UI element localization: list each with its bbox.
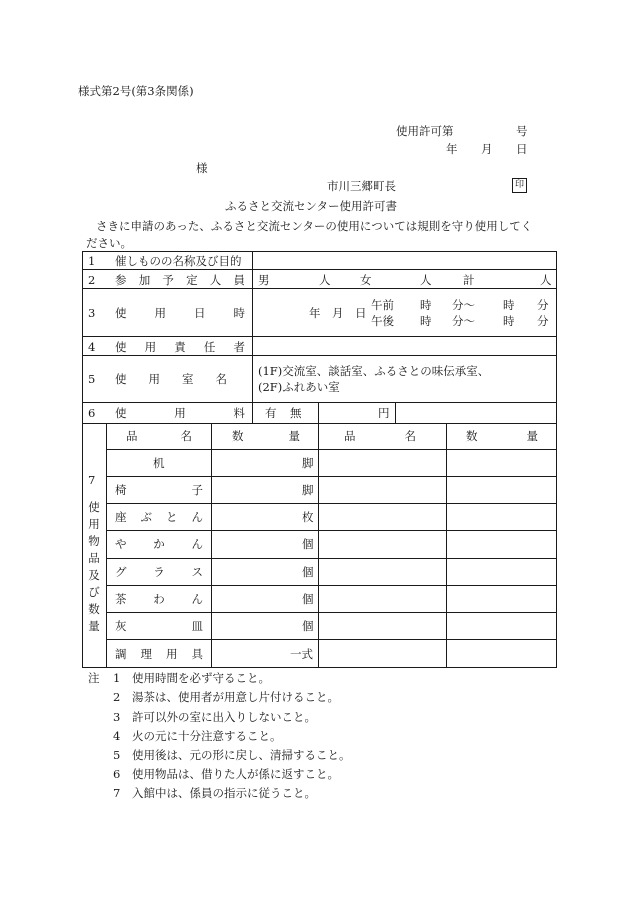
issuer-name: 市川三郷町長 bbox=[327, 179, 396, 193]
pm-label: 午後 bbox=[371, 314, 394, 328]
row4-label-char: 用 bbox=[144, 340, 157, 354]
qty-header-char: 数 bbox=[232, 429, 244, 443]
item-header-right bbox=[344, 429, 416, 443]
item-ashtray-unit: 個 bbox=[302, 619, 314, 633]
item-header-left bbox=[126, 429, 192, 443]
am-minute-from: 分〜 bbox=[452, 298, 475, 312]
row4-label-char: 者 bbox=[233, 340, 245, 354]
qty-header-left bbox=[232, 429, 300, 443]
row1-label: 催しものの名称及び目的 bbox=[115, 254, 242, 268]
row6-label-char: 料 bbox=[233, 406, 245, 420]
row7-label-char: 量 bbox=[88, 619, 100, 633]
row2-label-char: 参 bbox=[115, 273, 127, 287]
item-chair bbox=[115, 483, 203, 497]
note-item bbox=[113, 767, 339, 781]
item-cookware-char: 用 bbox=[166, 647, 178, 661]
row7-label-char: 使 bbox=[88, 500, 100, 514]
row6-label-char: 用 bbox=[174, 406, 186, 420]
item-kettle bbox=[115, 537, 203, 551]
item-glass-char: グ bbox=[115, 565, 127, 579]
addressee-suffix: 様 bbox=[196, 161, 208, 175]
fee-yes: 有 bbox=[265, 406, 277, 420]
qty-header-char: 数 bbox=[466, 429, 478, 443]
note-text: 火の元に十分注意すること。 bbox=[132, 729, 282, 743]
row3-label-char: 時 bbox=[233, 306, 245, 320]
date-year: 年 bbox=[446, 142, 458, 156]
item-cushion-char: 座 bbox=[115, 510, 127, 524]
item-header-char: 品 bbox=[126, 429, 138, 443]
row7-label-char: 品 bbox=[88, 551, 100, 565]
row2-label-char: 定 bbox=[186, 273, 198, 287]
rooms-line-2: (2F)ふれあい室 bbox=[258, 380, 340, 394]
note-item bbox=[113, 786, 316, 800]
pm-hour: 時 bbox=[420, 314, 432, 328]
item-cookware-char: 理 bbox=[140, 647, 152, 661]
row3-label-char: 日 bbox=[194, 306, 206, 320]
row4-label-char: 任 bbox=[203, 340, 216, 354]
row7-label-char: 及 bbox=[88, 568, 100, 582]
row2-label-char: 加 bbox=[138, 273, 151, 287]
row2-label-char: 員 bbox=[233, 273, 245, 287]
item-kettle-unit: 個 bbox=[302, 537, 314, 551]
total-label: 計 bbox=[463, 273, 475, 287]
pm-hour-to: 時 bbox=[503, 314, 515, 328]
date-month: 月 bbox=[481, 142, 493, 156]
note-number: 4 bbox=[113, 729, 121, 743]
row3-label bbox=[115, 306, 245, 320]
item-teacup-char: わ bbox=[153, 592, 165, 606]
row2-number: 2 bbox=[88, 273, 96, 287]
am-label: 午前 bbox=[371, 298, 394, 312]
row5-number: 5 bbox=[88, 372, 96, 386]
row5-label-char: 用 bbox=[148, 372, 160, 386]
item-glass-char: ス bbox=[191, 565, 203, 579]
row2-label-char: 予 bbox=[162, 273, 174, 287]
am-minute-to: 分 bbox=[537, 298, 549, 312]
item-cushion-char: と bbox=[166, 510, 178, 524]
item-teacup-char: 茶 bbox=[115, 592, 127, 606]
item-kettle-char: か bbox=[153, 537, 165, 551]
row5-label-char: 名 bbox=[215, 372, 227, 386]
item-header-char: 名 bbox=[404, 429, 416, 443]
item-glass-char: ラ bbox=[153, 565, 165, 579]
row4-label-char: 責 bbox=[174, 340, 186, 354]
use-date-month: 月 bbox=[332, 306, 344, 320]
note-number: 7 bbox=[113, 786, 121, 800]
item-cushion-char: ん bbox=[191, 510, 203, 524]
item-header-char: 品 bbox=[344, 429, 356, 443]
note-item bbox=[113, 671, 270, 685]
item-kettle-char: や bbox=[115, 537, 127, 551]
document-title: ふるさと交流センター使用許可書 bbox=[225, 199, 398, 213]
item-cookware-char: 具 bbox=[191, 647, 203, 661]
item-header-char: 名 bbox=[180, 429, 192, 443]
fee-yen-unit: 円 bbox=[378, 406, 390, 420]
note-number: 3 bbox=[113, 710, 121, 724]
item-cookware-char: 調 bbox=[115, 647, 127, 661]
row4-label bbox=[115, 340, 245, 354]
intro-line-2: ださい。 bbox=[86, 236, 132, 250]
note-text: 使用後は、元の形に戻し、清掃すること。 bbox=[132, 748, 351, 762]
item-ashtray-char: 皿 bbox=[191, 619, 203, 633]
qty-header-char: 量 bbox=[526, 429, 538, 443]
note-number: 1 bbox=[113, 671, 121, 685]
male-person-unit: 人 bbox=[319, 273, 331, 287]
qty-header-char: 量 bbox=[288, 429, 300, 443]
intro-line-1: さきに申請のあった、ふるさと交流センターの使用については規則を守り使用してく bbox=[96, 219, 533, 233]
note-number: 2 bbox=[113, 690, 121, 704]
form-number: 様式第2号(第3条関係) bbox=[78, 84, 194, 98]
female-person-unit: 人 bbox=[420, 273, 432, 287]
item-cookware bbox=[115, 647, 203, 661]
row3-number: 3 bbox=[88, 306, 96, 320]
item-teacup-unit: 個 bbox=[302, 592, 314, 606]
row3-label-char: 使 bbox=[115, 306, 127, 320]
permit-number-suffix: 号 bbox=[516, 124, 528, 138]
pm-minute-to: 分 bbox=[537, 314, 549, 328]
seal-mark: 印 bbox=[512, 178, 527, 193]
item-glass bbox=[115, 565, 203, 579]
item-ashtray-char: 灰 bbox=[115, 619, 127, 633]
row5-label-char: 使 bbox=[115, 372, 127, 386]
item-teacup bbox=[115, 592, 203, 606]
row2-label-char: 人 bbox=[209, 273, 222, 287]
qty-header-right bbox=[466, 429, 538, 443]
note-item bbox=[113, 729, 282, 743]
note-item bbox=[113, 748, 351, 762]
item-chair-char: 椅 bbox=[115, 483, 127, 497]
note-text: 許可以外の室に出入りしないこと。 bbox=[132, 710, 316, 724]
note-text: 湯茶は、使用者が用意し片付けること。 bbox=[132, 690, 339, 704]
item-cushion bbox=[115, 510, 203, 524]
note-text: 使用時間を必ず守ること。 bbox=[132, 671, 270, 685]
row5-label-char: 室 bbox=[182, 372, 194, 386]
item-desk-unit: 脚 bbox=[302, 456, 314, 470]
female-label: 女 bbox=[360, 273, 372, 287]
note-item bbox=[113, 690, 339, 704]
note-number: 5 bbox=[113, 748, 121, 762]
row4-number: 4 bbox=[88, 340, 96, 354]
row6-number: 6 bbox=[88, 406, 96, 420]
rooms-line-1: (1F)交流室、談話室、ふるさとの味伝承室、 bbox=[258, 364, 490, 378]
date-day: 日 bbox=[516, 142, 528, 156]
item-desk bbox=[153, 456, 165, 470]
row6-label bbox=[115, 406, 245, 420]
notes-label: 注 bbox=[88, 671, 100, 685]
row7-label bbox=[86, 499, 102, 635]
pm-minute-from: 分〜 bbox=[452, 314, 475, 328]
item-desk-label: 机 bbox=[153, 456, 165, 470]
item-cookware-unit: 一式 bbox=[290, 647, 313, 661]
permit-number-prefix: 使用許可第 bbox=[396, 124, 454, 138]
row7-label-char: 用 bbox=[88, 517, 100, 531]
am-hour: 時 bbox=[420, 298, 432, 312]
male-label: 男 bbox=[258, 273, 270, 287]
row6-label-char: 使 bbox=[115, 406, 127, 420]
row7-label-char: 物 bbox=[88, 534, 100, 548]
item-cushion-char: ぶ bbox=[140, 510, 152, 524]
item-teacup-char: ん bbox=[191, 592, 203, 606]
note-text: 使用物品は、借りた人が係に返すこと。 bbox=[132, 767, 339, 781]
row7-label-char: び bbox=[88, 585, 100, 599]
am-hour-to: 時 bbox=[503, 298, 515, 312]
item-chair-unit: 脚 bbox=[302, 483, 314, 497]
row3-label-char: 用 bbox=[154, 306, 166, 320]
total-person-unit: 人 bbox=[540, 273, 552, 287]
item-ashtray bbox=[115, 619, 203, 633]
note-number: 6 bbox=[113, 767, 121, 781]
use-date-day: 日 bbox=[355, 306, 367, 320]
item-kettle-char: ん bbox=[191, 537, 203, 551]
row5-label bbox=[115, 372, 227, 386]
note-item bbox=[113, 710, 316, 724]
fee-no: 無 bbox=[290, 406, 302, 420]
item-chair-char: 子 bbox=[191, 483, 203, 497]
item-cushion-unit: 枚 bbox=[302, 510, 314, 524]
row7-number: 7 bbox=[88, 473, 96, 487]
permit-form-table bbox=[82, 251, 557, 668]
note-text: 入館中は、係員の指示に従うこと。 bbox=[132, 786, 316, 800]
row2-label bbox=[115, 273, 245, 287]
use-date-year: 年 bbox=[309, 306, 321, 320]
row7-label-char: 数 bbox=[88, 602, 100, 616]
item-glass-unit: 個 bbox=[302, 565, 314, 579]
row1-number: 1 bbox=[88, 254, 96, 268]
row4-label-char: 使 bbox=[115, 340, 127, 354]
